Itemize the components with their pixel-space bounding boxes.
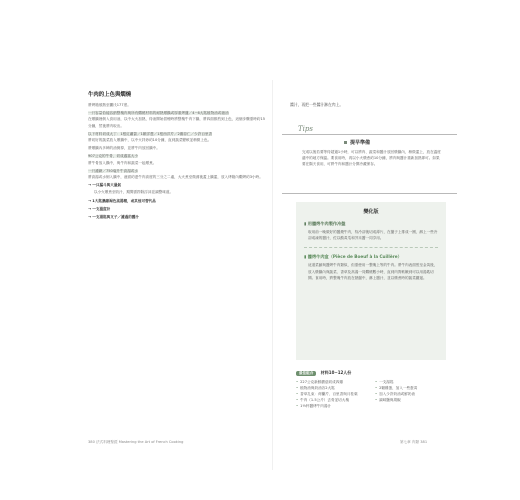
paragraph: 將牛骨放入鍋中，與牛肉和蔬菜一起燉煮。 — [88, 160, 157, 165]
paragraph: 將切好的蔬菜放入燉鍋中，以中火拌炒約10分鐘，直到蔬菜變軟並稍微上色。 — [88, 138, 212, 143]
ingredients-column — [296, 379, 367, 409]
ingredient-item: • 一支湯匙 — [375, 379, 446, 385]
ingredient-item: • 1½杯醬烤牛肉湯汁 — [296, 403, 367, 409]
tips-box — [282, 125, 457, 194]
step-item-text: 一支湯匙與叉子／濾過的醬汁 — [92, 215, 139, 220]
variation-item-title: ▮ 醬烤牛肉盒（Pièce de Boeuf à la Cuillère） — [304, 254, 402, 260]
tips-body: 完成以後若要等待超過1小時，可以將肉、蔬菜和醬汁放回燉鍋內，稍微蓋上，放在溫度適中的地方保溫。要食用時，再以小火燉煮約10分鐘，將肉與醬汁重新加熱即可。如果要在隔天食用，可將牛肉和醬汁分開冷藏保存。 — [302, 150, 441, 167]
tips-title: 提早準備 — [350, 140, 371, 146]
page-footer-right: 第七章 肉類 381 — [400, 440, 428, 444]
paragraph: 在燉鍋裡倒入食用油，以中大火加熱，待油開始冒煙時將整塊牛肉下鍋，將四面都煎到上色，這個步驟需時約15分鐘，然後將肉取出。 — [88, 117, 266, 128]
ingredient-item: • 牛肉（1.5公斤）去骨並切大塊 — [296, 397, 367, 403]
ingredient-highlight: 以下材料切成大丁：1根紅蘿蔔／1顆洋蔥／1根西洋芹／2瓣蒜仁／少許百里香 — [88, 131, 213, 136]
right-page — [282, 90, 457, 460]
step-item-text: 一支溫度計 — [92, 206, 111, 211]
variation-item-title-text: 用醬烤牛肉製作冷盤 — [307, 221, 346, 226]
ingredients-heading-text: 材料10~12人份 — [320, 370, 352, 375]
ingredients-section — [296, 370, 446, 409]
variation-item-body: 取用前一晚做好的醬燒牛肉，待冷卻後切成薄片，在盤子上排成一圈，淋上一些冷卻成凍的醬汁，佐以酸黃瓜和芥末醬一同享用。 — [308, 230, 438, 241]
ingredients-grid — [296, 379, 446, 409]
left-page — [88, 90, 268, 460]
ingredients-badge: 最佳組合 — [296, 371, 316, 376]
intro-text: 醬汁，再把一些醬汁淋在肉上。 — [290, 102, 344, 107]
ingredient-item: • 香草扎束：荷蘭芹、百里香與月桂葉 — [296, 391, 367, 397]
paragraph: 將高湯或水倒入鍋中，液面約達牛肉高度的三分之二處，大火煮至微沸後蓋上鍋蓋，放入烤箱內燜烤約3小時。 — [88, 175, 263, 180]
ingredient-highlight: 一只濾網／750毫升牛高湯或水 — [88, 168, 138, 173]
variation-box — [296, 202, 446, 360]
variation-item-title-text: 醬烤牛肉盒（Pièce de Boeuf à la Cuillère） — [307, 254, 402, 260]
divider — [304, 247, 438, 248]
ingredients-heading — [296, 370, 446, 376]
step-item: → 一支湯匙與叉子／濾過的醬汁 — [88, 215, 139, 220]
ingredient-item: • 調味鹽與胡椒 — [375, 397, 446, 403]
paragraph: 將烤箱預熱至攝氏177度。 — [88, 103, 131, 107]
paragraph: 以小火燉煮至收汁，期間需撈除浮沫並調整味道。 — [94, 190, 174, 195]
ingredients-column — [375, 379, 446, 409]
step-item: → 一支溫度計 — [88, 206, 111, 211]
ingredient-item: • 加入少許奶油或鮮奶油 — [375, 391, 446, 397]
page-gutter — [272, 80, 273, 470]
step-item-text: 1大匙濃縮褐色高湯精，或其他可替代品 — [92, 198, 156, 203]
section-title: 牛肉的上色與燜燒 — [88, 92, 132, 98]
ingredient-highlight: 一只容量恰能容納整塊肉與所有燜燒材料的耐熱燉鍋或厚重烤盤／4~6大匙植物油或豬油 — [88, 111, 229, 116]
ingredient-item: • 2顆雞蛋，加入一些蛋黃 — [375, 385, 446, 391]
step-item: → 一只漏斗與大量氣 — [88, 183, 122, 188]
page-footer-left: 380 法式料理聖經 Mastering the Art of French Cooking — [88, 440, 184, 444]
ingredient-item: • 植物油與奶油各2大匙 — [296, 385, 367, 391]
tips-label: Tips — [298, 125, 313, 133]
step-item: → 1大匙濃縮褐色高湯精，或其他可替代品 — [88, 198, 156, 203]
paragraph: 將燉鍋內多餘的油倒掉，並將牛肉放回鍋中。 — [88, 146, 160, 151]
ingredient-item: • 227公克新鮮蘑菇切成四瓣 — [296, 379, 367, 385]
variation-item-title: ▮ 用醬烤牛肉製作冷盤 — [304, 221, 346, 226]
ingredient-highlight: 907公克的牛骨，切成適當大小 — [88, 154, 138, 159]
step-item-text: 一只漏斗與大量氣 — [92, 183, 122, 188]
variation-item-body: 這道菜餚與醬烤牛肉類似，但需使用一整塊上等的牛肉。將牛肉表面煎至金黃後，放入燉鍋內與蔬菜、香草及高湯一同燜燒數小時，直到肉質軟嫩到可以用湯匙切開。食用時，將整塊牛肉放在熱盤中，淋上醬汁，並以燉煮時的蔬菜圍邊。 — [308, 263, 438, 280]
variation-heading: 變化版 — [363, 209, 379, 215]
